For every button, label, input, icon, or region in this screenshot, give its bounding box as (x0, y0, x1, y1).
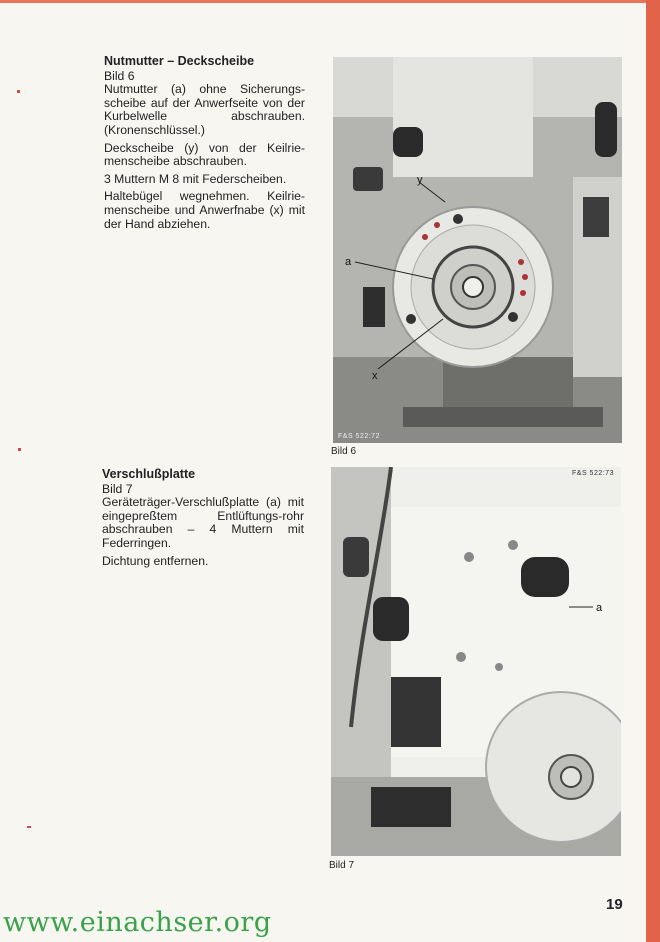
page-number: 19 (606, 896, 623, 913)
photo-code: F&S 522:72 (338, 433, 380, 440)
instruction-paragraph: Dichtung entfernen. (102, 553, 209, 568)
section-title: Verschlußplatte (102, 467, 196, 481)
figure-reference: Bild 7 (102, 481, 133, 496)
callout-x: x (372, 370, 378, 382)
engine-pulley-photo (333, 57, 622, 443)
page-edge-right (646, 0, 660, 942)
instruction-paragraph: Deckscheibe (y) von der Keilrie-menscheibe abschrauben. (104, 140, 305, 169)
section-verschlussplatte (102, 468, 304, 572)
photo-code: F&S 522:73 (572, 470, 614, 477)
website-watermark: www.einachser.org (3, 907, 272, 938)
section-nutmutter (104, 55, 305, 235)
photo-bild-7 (331, 467, 621, 856)
figure-reference: Bild 6 (104, 68, 135, 83)
callout-y: y (417, 174, 423, 186)
instruction-paragraph: Geräteträger-Verschlußplatte (a) mit eingepreßtem Entlüftungs-rohr abschrauben – 4 Muttern mit Federringen. (102, 495, 304, 550)
figure-caption: Bild 6 (331, 446, 357, 457)
margin-mark (17, 90, 20, 93)
margin-mark (27, 826, 31, 828)
instruction-paragraph: 3 Muttern M 8 mit Federscheiben. (104, 171, 287, 186)
callout-a: a (596, 602, 603, 614)
instruction-paragraph: Nutmutter (a) ohne Sicherungs-scheibe auf der Anwerfseite von der Kurbelwelle abschrauben. (Kronenschlüssel.) (104, 82, 305, 137)
photo-bild-6 (333, 57, 622, 443)
figure-caption: Bild 7 (329, 860, 355, 871)
margin-mark (18, 448, 21, 451)
callout-a: a (345, 256, 352, 268)
section-title: Nutmutter – Deckscheibe (104, 54, 255, 68)
engine-plate-photo (331, 467, 621, 856)
instruction-paragraph: Haltebügel wegnehmen. Keilrie-menscheibe und Anwerfnabe (x) mit der Hand abziehen. (104, 189, 305, 231)
